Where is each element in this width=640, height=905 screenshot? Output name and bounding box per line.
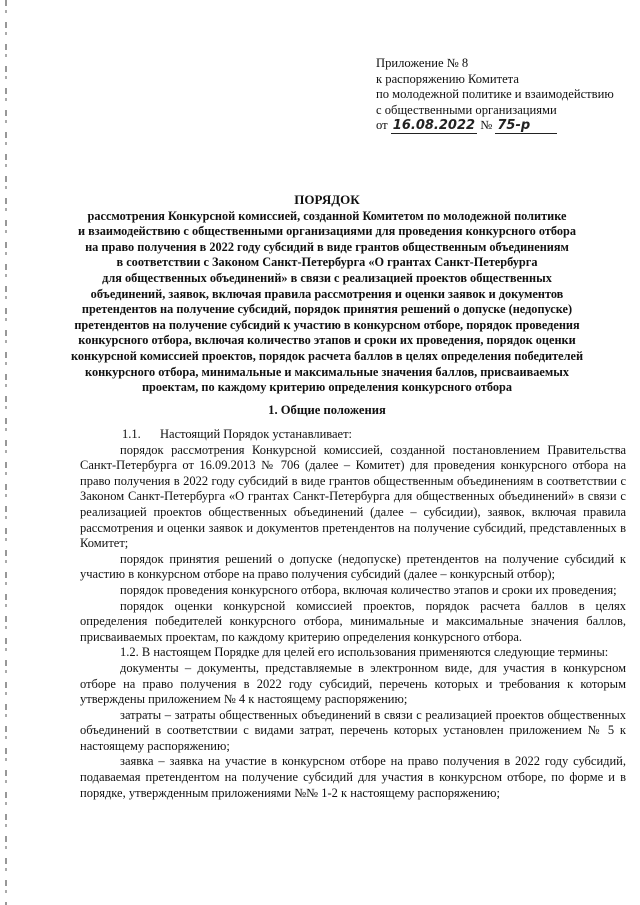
document-body bbox=[80, 427, 626, 801]
paragraph: порядок принятия решений о допуске (недопуске) претендентов на получение субсидий к участию в конкурсном отборе на право получения субсидий (далее – конкурсный отбор); bbox=[80, 551, 626, 582]
paragraph: порядок проведения конкурсного отбора, включая количество этапов и сроки их проведения; bbox=[120, 582, 617, 597]
paragraph: порядок оценки конкурсной комиссией проектов, порядок расчета баллов в целях определения победителей конкурсного отбора, минимальные и максимальные значения баллов, присваиваемых проектам, по каждому критерию определения конкурсного отбора. bbox=[80, 598, 626, 644]
appendix-header bbox=[376, 56, 626, 134]
date-prefix: от bbox=[376, 118, 388, 132]
paragraph: затраты – затраты общественных объединений в связи с реализацией проектов общественных объединений в соответствии с видами затрат, перечень которых установлен приложением № 5 к настоящему распоряжению; bbox=[80, 707, 626, 753]
title-line: в соответствии с Законом Санкт-Петербурга «О грантах Санкт-Петербурга bbox=[116, 255, 538, 270]
title-line: претендентов на получение субсидий, порядок принятия решений о допуске (недопуске) bbox=[81, 302, 573, 317]
paragraph-text: Настоящий Порядок устанавливает: bbox=[160, 427, 353, 441]
paragraph-1-2: 1.2. В настоящем Порядке для целей его использования применяются следующие термины: bbox=[120, 645, 609, 660]
number-prefix: № bbox=[480, 118, 493, 132]
title-line: конкурсного отбора, минимальные и максимальные значения баллов, присваиваемых bbox=[85, 364, 569, 379]
handwritten-number: 75-р bbox=[495, 119, 557, 134]
scan-binding-edge bbox=[5, 0, 7, 905]
document-title bbox=[62, 192, 592, 396]
title-line: конкурсного отбора, включая количество этапов и сроки их проведения, порядок оценки bbox=[78, 333, 576, 348]
title-line: претендентов на получение субсидий к участию в конкурсном отборе, порядок проведения bbox=[74, 317, 580, 332]
paragraph-1-1 bbox=[80, 427, 626, 443]
paragraph-number: 1.1. bbox=[122, 427, 141, 441]
appendix-line: Приложение № 8 bbox=[376, 56, 469, 70]
paragraph: порядок рассмотрения Конкурсной комиссией, созданной постановлением Правительства Санкт-Петербурга от 16.09.2013 № 706 (далее – Комитет) для проведения конкурсного отбора на право получения в 2022 году субсидий в виде грантов общественным объединениям в соответствии с Законом Санкт-Петербурга «О грантах Санкт-Петербурга для общественных объединений» в связи с реализацией проектов общественных объединений (далее – субсидии), заявок, включая правила рассмотрения и оценки заявок и документов претендентов на получение субсидий, представленных в Комитет; bbox=[80, 442, 626, 551]
title-main: ПОРЯДОК bbox=[294, 192, 360, 207]
appendix-line: к распоряжению Комитета bbox=[376, 71, 519, 86]
appendix-line: с общественными организациями bbox=[376, 102, 557, 117]
title-line: на право получения в 2022 году субсидий в виде грантов общественным объединениям bbox=[85, 239, 569, 254]
section-heading: 1. Общие положения bbox=[268, 403, 386, 417]
title-line: и взаимодействию с общественными организациями для проведения конкурсного отбора bbox=[77, 224, 577, 239]
paragraph: документы – документы, представляемые в электронном виде, для участия в конкурсном отборе на право получения в 2022 году субсидий, перечень которых и требования к которым утверждены приложением № 4 к настоящему распоряжению; bbox=[80, 660, 626, 707]
handwritten-date: 16.08.2022 bbox=[392, 118, 476, 133]
title-line: рассмотрения Конкурсной комиссией, созданной Комитетом по молодежной политике bbox=[87, 208, 567, 223]
title-line: конкурсной комиссией проектов, порядок расчета баллов в целях определения победителей bbox=[70, 348, 584, 363]
appendix-line: по молодежной политике и взаимодействию bbox=[376, 87, 614, 101]
paragraph: заявка – заявка на участие в конкурсном отборе на право получения в 2022 году субсидий, подаваемая претендентом на получение субсидий для участия в конкурсном отборе, по форме и в порядке, утвержденным приложениями №№ 1-2 к настоящему распоряжению; bbox=[80, 754, 626, 800]
title-line: проектам, по каждому критерию определения конкурсного отбора bbox=[141, 380, 513, 395]
appendix-date-line bbox=[376, 118, 626, 134]
title-line: объединений, заявок, включая правила рассмотрения и оценки заявок и документов bbox=[90, 286, 564, 301]
title-line: для общественных объединений» в связи с реализацией проектов общественных bbox=[102, 270, 552, 285]
